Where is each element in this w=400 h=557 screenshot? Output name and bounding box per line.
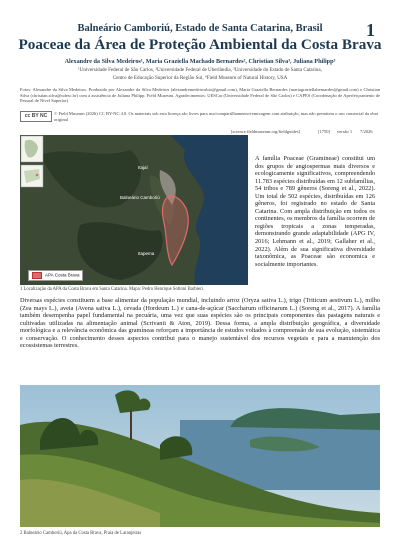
affiliation-line-2: Centro de Educação Superior da Região Sul, ⁴Field Museum of Natural History, USA: [112, 75, 288, 81]
cc-license-icon: cc BY NC: [20, 111, 52, 122]
page-title: Poaceae da Área de Proteção Ambiental da Costa Brava: [18, 36, 382, 53]
fieldguides-link[interactable]: [science.fieldmuseum.org/fieldguides]: [231, 129, 301, 134]
guide-number: [1750]: [318, 129, 330, 134]
place-label-balneario: Balneário Camboriú: [120, 195, 160, 200]
location-map: [20, 135, 248, 285]
license-row: [20, 111, 380, 121]
photo-credits: Fotos: Alexandre da Silva Medeiros. Produzido por Alexandre da Silva Medeiros (alexandremedeirosbio@gmail.com), Maria Graziella Bernardes (mariagraziellabernardes@gmail.com) e Christian Silva (christian.silva@udesc.br) com a assistência de Juliana Philipp. Field Museum. Agradecimentos: UESCar (Universidade Federal de São Carlos) e CAPES (Coordenação de Aperfeiçoamento de Pessoal de Nível Superior): [20, 87, 380, 104]
legend-label: APA Costa Brava: [45, 272, 80, 278]
intro-column: A família Poaceae (Gramineae) constitui um dos grupos de angiospermas mais diversos e ecologicamente significativos, compreendendo 11.783 espécies distribuídas em 12 subfamílias, 54 tribos e 789 gêneros (Soreng et al., 2022). Um total de 502 espécies, distribuídas em 126 gêneros, foi registrado no estado de Santa Catarina. Com ampla distribuição em todos os continentes, os membros da família ocorrem de regiões tropicais a zonas temperadas, demonstrando grande adaptabilidade (APG IV, 2016; Lehmann et al., 2019; Gallaher et al., 2022). Além de sua significativa diversidade taxonômica, as Poaceae são economica e socialmente importantes.: [255, 155, 375, 268]
body-paragraph: Diversas espécies constituem a base alimentar da população mundial, incluindo arroz (Oryza sativa L.), trigo (Triticum aestivum L.), milho (Zea mays L.), aveia (Avena sativa L.), cevada (Hordeum L.) e cana-de-açúcar (Saccharum officinarum L.) (Soreng et al., 2017). A família também desempenha papel fundamental na pecuária, uma vez que suas espécies são os principais componentes das pastagens naturais e cultivadas utilizadas na alimentação animal (Scrivanti & Aton, 2019). Dessa forma, a ampla distribuição geográfica, a diversidade morfológica e a relevância econômica das gramíneas reforçam a importância de estudos voltados à compreensão de sua evolução, sistemática e conservação. O conhecimento desses aspectos contribui para o manejo sustentável dos recursos vegetais e para a manutenção dos ecossistemas terrestres.: [20, 297, 380, 350]
authors-line: Alexandre da Silva Medeiros¹, Maria Graziella Machado Bernardes², Christian Silva³, Juliana Philipp³: [64, 58, 336, 65]
place-label-itajai: Itajaí: [138, 165, 148, 170]
photo-caption: 2 Balneário Camboriú, Apa da Costa Brava, Praia de Laranjeiras: [20, 531, 142, 536]
satellite-map-graphic: [20, 135, 248, 285]
coast-photo: [20, 385, 380, 527]
version-date: 7/2026: [360, 129, 373, 134]
version-label: versão 1: [337, 129, 353, 134]
affiliation-line-1: ¹Universidade Federal de São Carlos, ²Universidade Federal de Uberlândia, ³Universidade do Estado de Santa Catarina,: [78, 67, 322, 73]
legend-swatch-icon: [32, 272, 42, 279]
map-caption: 1 Localização da APA da Costa Brava em Santa Catarina. Mapa: Pedro Henrique Sottoni Barbieri.: [20, 287, 205, 292]
landscape-photo-graphic: [20, 385, 380, 527]
page-number: 1: [366, 20, 375, 40]
license-text: © Field Museum (2026) CC BY-NC 4.0. Os materiais sob esta licença são livres para uso/compartilhamento/remixagem com atribuição, mas não permitem o uso comercial da obra original: [54, 111, 379, 122]
location-heading: Balneário Camboriú, Estado de Santa Catarina, Brasil: [77, 23, 323, 34]
place-label-itapema: Itapema: [138, 251, 155, 256]
map-legend: [28, 270, 83, 281]
